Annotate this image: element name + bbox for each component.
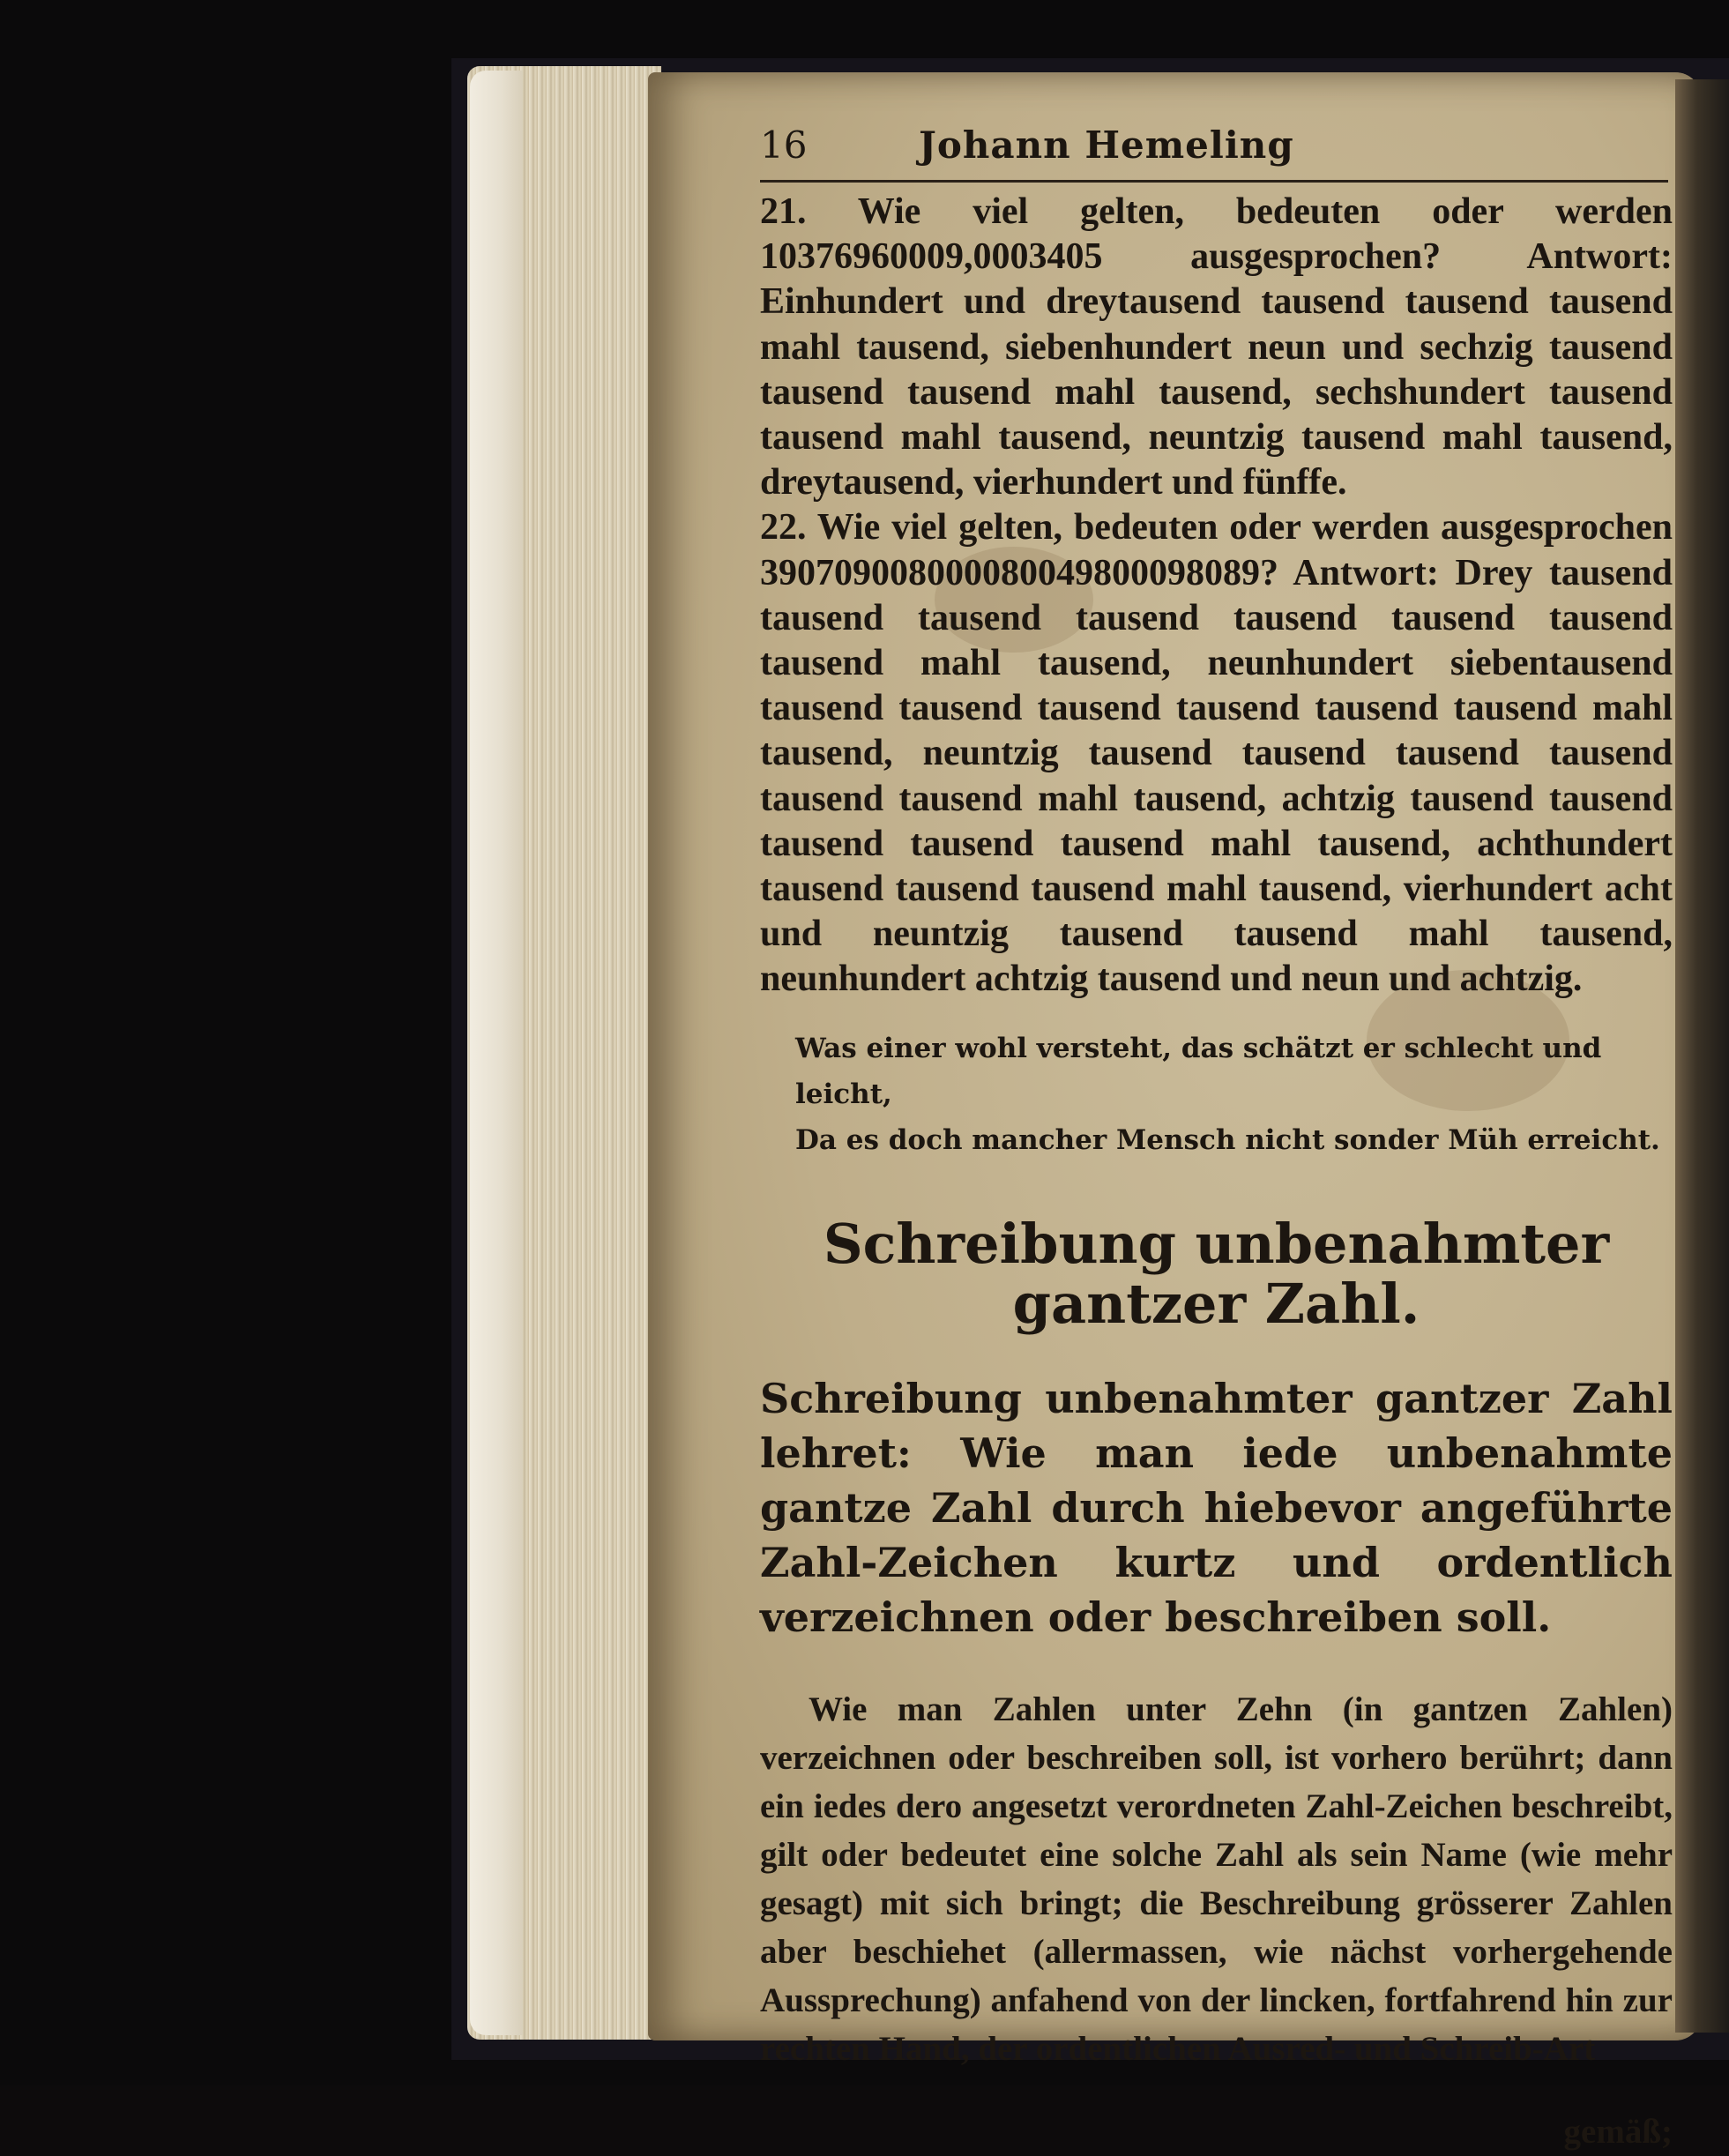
lead-paragraph: Schreibung unbenahmter gantzer Zahl lehret: Wie man iede unbenahmte gantze Zahl durch hiebevor angeführte Zahl-Zeichen kurtz und ordentlich verzeichnen oder beschreiben soll. — [760, 1374, 1673, 1641]
verse-line: Da es doch mancher Mensch nicht sonder Müh erreicht. — [795, 1123, 1660, 1156]
question-21 — [760, 190, 1673, 505]
verse-line: Was einer wohl versteht, das schätzt er schlecht und leicht, — [795, 1032, 1602, 1110]
question-22 — [760, 505, 1673, 1002]
gutter — [1675, 79, 1729, 2033]
question-number: 21. — [760, 191, 807, 232]
section-title: Schreibung unbenahmter gantzer Zahl. — [823, 1211, 1610, 1336]
question-text: Wie viel gelten, bedeuten oder werden 10376960009,0003405 ausgesprochen? Antwort: Einhundert und dreytausend tausend tausend tausend mahl tausend, siebenhundert neun und sechzig tausend tausend tausend mahl tausend, sechshundert tausend tausend mahl tausend, neuntzig tausend mahl tausend, dreytausend, vierhundert und fünffe. — [760, 191, 1673, 504]
catchword: gemäß; — [1563, 2112, 1673, 2151]
body-paragraph: Wie man Zahlen unter Zehn (in gantzen Zahlen) verzeichnen oder beschreiben soll, ist vorhero berührt; dann ein iedes dero angesetzt verordneten Zahl-Zeichen beschreibt, gilt oder bedeutet eine solche Zahl als sein Name (wie mehr gesagt) mit sich bringt; die Beschreibung grösserer Zahlen aber beschiehet (allermassen, wie nächst vorhergehende Aussprechung) anfahend von der lincken, fortfahrend hin zur rechten Hand, der ordentlichen Ausred- und Schreib-Art — [760, 1690, 1673, 2068]
text-block — [760, 123, 1673, 2156]
page-header — [760, 123, 1673, 176]
header-rule — [760, 180, 1668, 183]
page-number: 16 — [760, 123, 808, 167]
question-text: Wie viel gelten, bedeuten oder werden ausgesprochen 390709008000080049800098089? Antwort: Drey tausend tausend tausend tausend tausend tausend tausend tausend mahl tausend, neunhundert siebentausend tausend tausend tausend tausend tausend tausend mahl tausend, neuntzig tausend tausend tausend tausend tausend tausend mahl tausend, achtzig tausend tausend tausend tausend tausend mahl tausend, achthundert tausend tausend tausend mahl tausend, vierhundert acht und neuntzig tausend tausend mahl tausend, neunhundert achtzig tausend und neun und achtzig. — [760, 507, 1673, 1000]
question-number: 22. — [760, 507, 807, 548]
verse — [760, 1026, 1673, 1163]
flyleaf-edge — [470, 71, 523, 2035]
running-head: Johann Hemeling — [919, 123, 1294, 167]
